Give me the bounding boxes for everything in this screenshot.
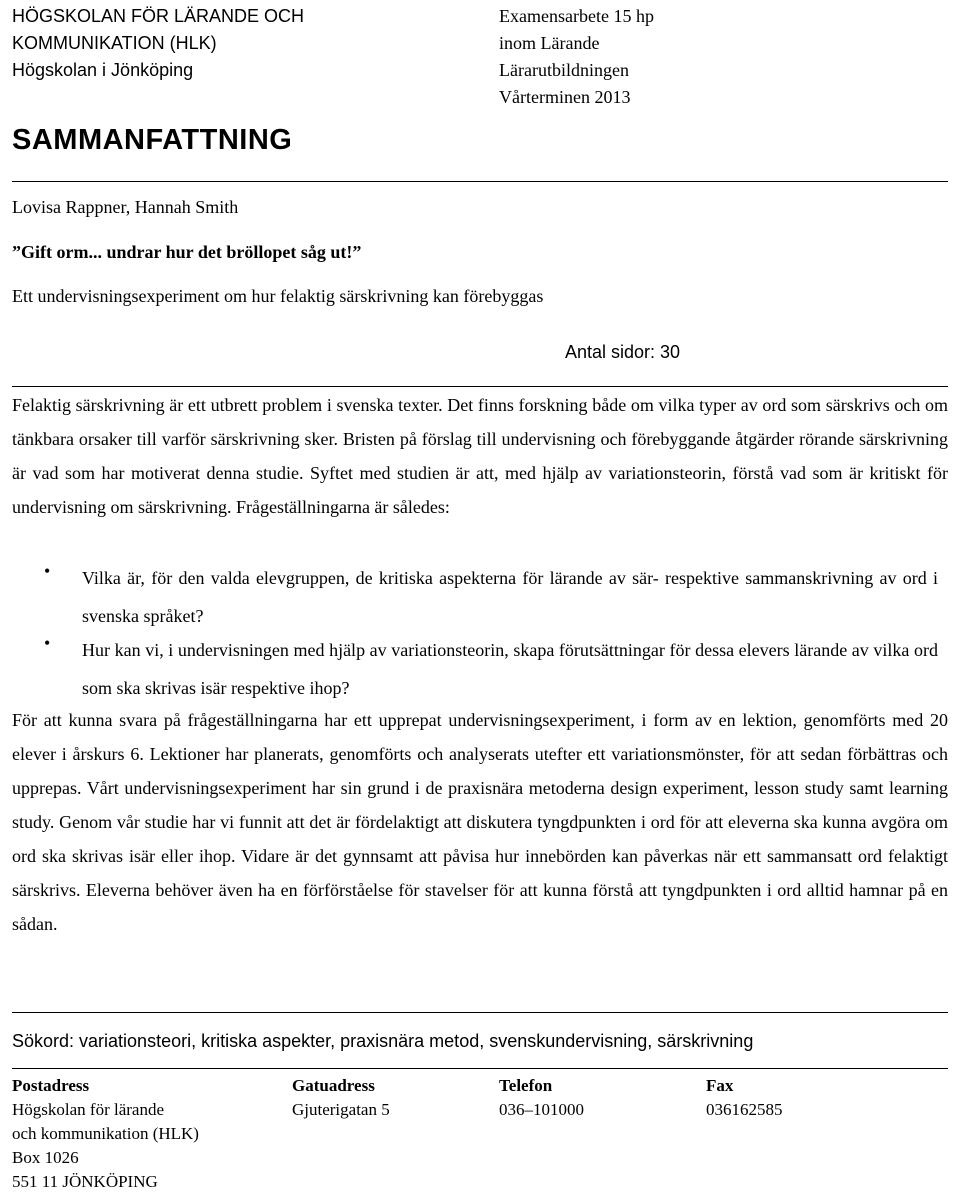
phone <box>499 1074 584 1122</box>
postal-address <box>12 1074 199 1194</box>
abstract-paragraph: För att kunna svara på frågeställningarna har ett upprepat undervisningsexperiment, i form av en lektion, genomförts med 20 elever i årskurs 6. Lektioner har planerats, genomförts och analyserats utefter ett variationsmönster, för att sedan förbättras och upprepas. Vårt undervisningsexperiment har sin grund i de praxisnära metoderna design experiment, lesson study samt learning study. Genom vår studie har vi funnit att det är fördelaktigt att diskutera tyngdpunkten i ord för att eleverna ska kunna avgöra om ord ska skrivas isär eller ihop. Vidare är det gynnsamt att påvisa hur innebörden kan påverkas när ett sammansatt ord felaktigt särskrivs. Eleverna behöver även ha en förförståelse för stavelser för att kunna förstå att tyngdpunkten i ord alltid hamnar på en sådan. <box>12 710 948 934</box>
street-address-label: Gatuadress <box>292 1076 375 1095</box>
thesis-info-block <box>499 3 654 111</box>
thesis-info-line: inom Lärande <box>499 33 600 53</box>
street-address <box>292 1074 390 1122</box>
institution-line: KOMMUNIKATION (HLK) <box>12 33 217 53</box>
bullet-icon: • <box>44 561 51 581</box>
bullet-icon: • <box>44 633 51 653</box>
divider <box>12 1012 948 1013</box>
thesis-info-line: Vårterminen 2013 <box>499 87 631 107</box>
divider <box>12 1068 948 1069</box>
thesis-subtitle: Ett undervisningsexperiment om hur felaktig särskrivning kan förebyggas <box>12 286 544 306</box>
keywords: Sökord: variationsteori, kritiska aspekter, praxisnära metod, svenskundervisning, särskrivning <box>12 1031 754 1051</box>
institution-line: Högskolan i Jönköping <box>12 60 194 80</box>
research-question: Hur kan vi, i undervisningen med hjälp av variationsteorin, skapa förutsättningar för dessa elevers lärande av vilka ord som ska skrivas isär respektive ihop? <box>82 640 938 698</box>
phone-label: Telefon <box>499 1076 553 1095</box>
research-question: Vilka är, för den valda elevgruppen, de kritiska aspekterna för lärande av sär- respektive sammanskrivning av ord i svenska språket? <box>82 568 938 626</box>
postal-address-label: Postadress <box>12 1076 90 1095</box>
address-line: Högskolan för lärande <box>12 1100 165 1119</box>
phone-value: 036–101000 <box>499 1100 584 1119</box>
address-line: och kommunikation (HLK) <box>12 1124 199 1143</box>
page-count: Antal sidor: 30 <box>565 342 681 362</box>
street-address-value: Gjuterigatan 5 <box>292 1100 390 1119</box>
thesis-title: ”Gift orm... undrar hur det bröllopet såg ut!” <box>12 242 362 262</box>
address-line: 551 11 JÖNKÖPING <box>12 1172 158 1191</box>
divider <box>12 181 948 182</box>
fax-value: 036162585 <box>706 1100 783 1119</box>
address-line: Box 1026 <box>12 1148 79 1167</box>
institution-line: HÖGSKOLAN FÖR LÄRANDE OCH <box>12 6 305 26</box>
fax <box>706 1074 783 1122</box>
divider <box>12 386 948 387</box>
institution-block <box>12 3 304 84</box>
thesis-info-line: Examensarbete 15 hp <box>499 6 654 26</box>
thesis-info-line: Lärarutbildningen <box>499 60 629 80</box>
section-title: SAMMANFATTNING <box>12 124 293 156</box>
fax-label: Fax <box>706 1076 734 1095</box>
authors: Lovisa Rappner, Hannah Smith <box>12 197 239 217</box>
abstract-paragraph: Felaktig särskrivning är ett utbrett problem i svenska texter. Det finns forskning både om vilka typer av ord som särskrivs och om tänkbara orsaker till varför särskrivning sker. Bristen på förslag till undervisning och förebyggande åtgärder rörande särskrivning är vad som har motiverat denna studie. Syftet med studien är att, med hjälp av variationsteorin, förstå vad som är kritiskt för undervisning om särskrivning. Frågeställningarna är således: <box>12 395 948 517</box>
